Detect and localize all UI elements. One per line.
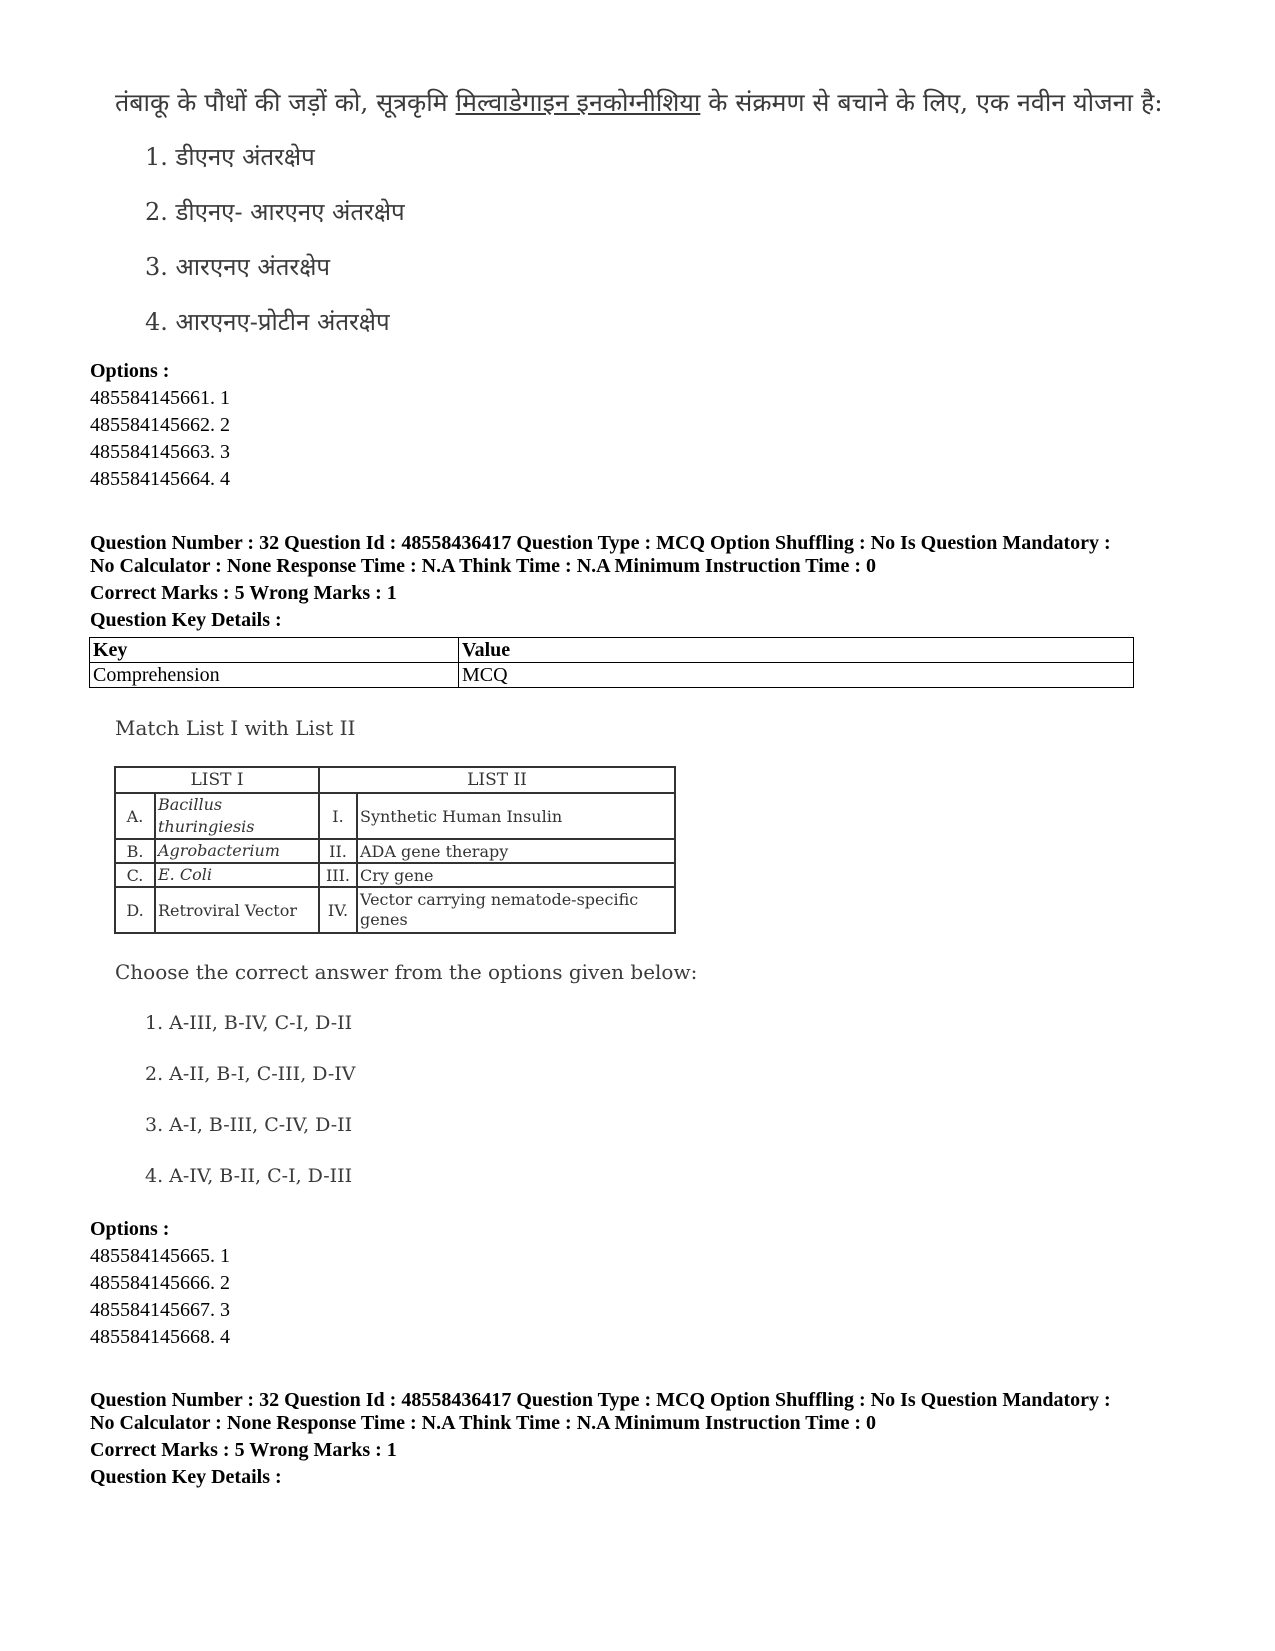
options-label-2: Options : xyxy=(90,1218,170,1240)
question-key-table xyxy=(89,637,1134,688)
question-meta-line-2b: No Calculator : None Response Time : N.A Think Time : N.A Minimum Instruction Time : 0 xyxy=(90,1412,876,1434)
row-d-item: Retroviral Vector xyxy=(155,887,319,933)
key-header: Key xyxy=(90,638,459,663)
row-b-item: Agrobacterium xyxy=(155,839,319,863)
option-id-6: 485584145666. 2 xyxy=(90,1272,230,1294)
list-2-header: LIST II xyxy=(319,767,675,793)
row-a-numeral: I. xyxy=(319,793,357,839)
value-cell: MCQ xyxy=(459,663,1134,688)
row-b-match: ADA gene therapy xyxy=(357,839,675,863)
match-choice-4: 4. A-IV, B-II, C-I, D-III xyxy=(145,1165,353,1187)
match-choice-3: 3. A-I, B-III, C-IV, D-II xyxy=(145,1114,353,1136)
stem-text-underlined: मिल्वाडेगाइन इनकोग्नीशिया xyxy=(455,88,701,117)
key-details-label-2: Question Key Details : xyxy=(90,1466,282,1488)
instruction-text: Choose the correct answer from the options given below: xyxy=(115,960,698,984)
key-details-label: Question Key Details : xyxy=(90,609,282,631)
row-d-letter: D. xyxy=(115,887,155,933)
option-id-3: 485584145663. 3 xyxy=(90,441,230,463)
stem-text-start: तंबाकू के पौधों की जड़ों को, सूत्रकृमि xyxy=(115,88,456,117)
row-a-match: Synthetic Human Insulin xyxy=(357,793,675,839)
match-choice-2: 2. A-II, B-I, C-III, D-IV xyxy=(145,1063,356,1085)
match-row-b xyxy=(115,839,675,863)
options-label: Options : xyxy=(90,360,170,382)
row-a-item: Bacillus thuringiesis xyxy=(155,793,319,839)
hindi-choice-2: 2. डीएनए- आरएनए अंतरक्षेप xyxy=(145,198,405,226)
option-id-5: 485584145665. 1 xyxy=(90,1245,230,1267)
hindi-choice-4: 4. आरएनए-प्रोटीन अंतरक्षेप xyxy=(145,308,390,336)
row-c-letter: C. xyxy=(115,863,155,887)
key-table-header xyxy=(90,638,1134,663)
option-id-4: 485584145664. 4 xyxy=(90,468,230,490)
row-c-match: Cry gene xyxy=(357,863,675,887)
match-choice-1: 1. A-III, B-IV, C-I, D-II xyxy=(145,1012,353,1034)
list-1-header: LIST I xyxy=(115,767,319,793)
match-row-c xyxy=(115,863,675,887)
match-row-a xyxy=(115,793,675,839)
key-cell: Comprehension xyxy=(90,663,459,688)
hindi-choice-1: 1. डीएनए अंतरक्षेप xyxy=(145,143,315,171)
question-meta-line-1b: Question Number : 32 Question Id : 48558436417 Question Type : MCQ Option Shuffling : No Is Question Mandatory : xyxy=(90,1389,1111,1411)
row-c-numeral: III. xyxy=(319,863,357,887)
row-d-numeral: IV. xyxy=(319,887,357,933)
option-id-2: 485584145662. 2 xyxy=(90,414,230,436)
marks-line: Correct Marks : 5 Wrong Marks : 1 xyxy=(90,582,397,604)
hindi-choice-3: 3. आरएनए अंतरक्षेप xyxy=(145,253,331,281)
row-c-item: E. Coli xyxy=(155,863,319,887)
match-row-d xyxy=(115,887,675,933)
hindi-question-stem xyxy=(115,85,1163,119)
marks-line-2: Correct Marks : 5 Wrong Marks : 1 xyxy=(90,1439,397,1461)
key-table-row xyxy=(90,663,1134,688)
match-question-title: Match List I with List II xyxy=(115,716,356,740)
match-list-table xyxy=(114,766,676,934)
question-meta-line-1: Question Number : 32 Question Id : 48558436417 Question Type : MCQ Option Shuffling : No Is Question Mandatory : xyxy=(90,532,1111,554)
row-b-numeral: II. xyxy=(319,839,357,863)
row-d-match: Vector carrying nematode-specific genes xyxy=(357,887,675,933)
stem-text-end: के संक्रमण से बचाने के लिए, एक नवीन योजना है: xyxy=(700,88,1163,117)
value-header: Value xyxy=(459,638,1134,663)
question-meta-line-2: No Calculator : None Response Time : N.A Think Time : N.A Minimum Instruction Time : 0 xyxy=(90,555,876,577)
option-id-1: 485584145661. 1 xyxy=(90,387,230,409)
option-id-8: 485584145668. 4 xyxy=(90,1326,230,1348)
match-table-header xyxy=(115,767,675,793)
row-b-letter: B. xyxy=(115,839,155,863)
option-id-7: 485584145667. 3 xyxy=(90,1299,230,1321)
row-a-letter: A. xyxy=(115,793,155,839)
